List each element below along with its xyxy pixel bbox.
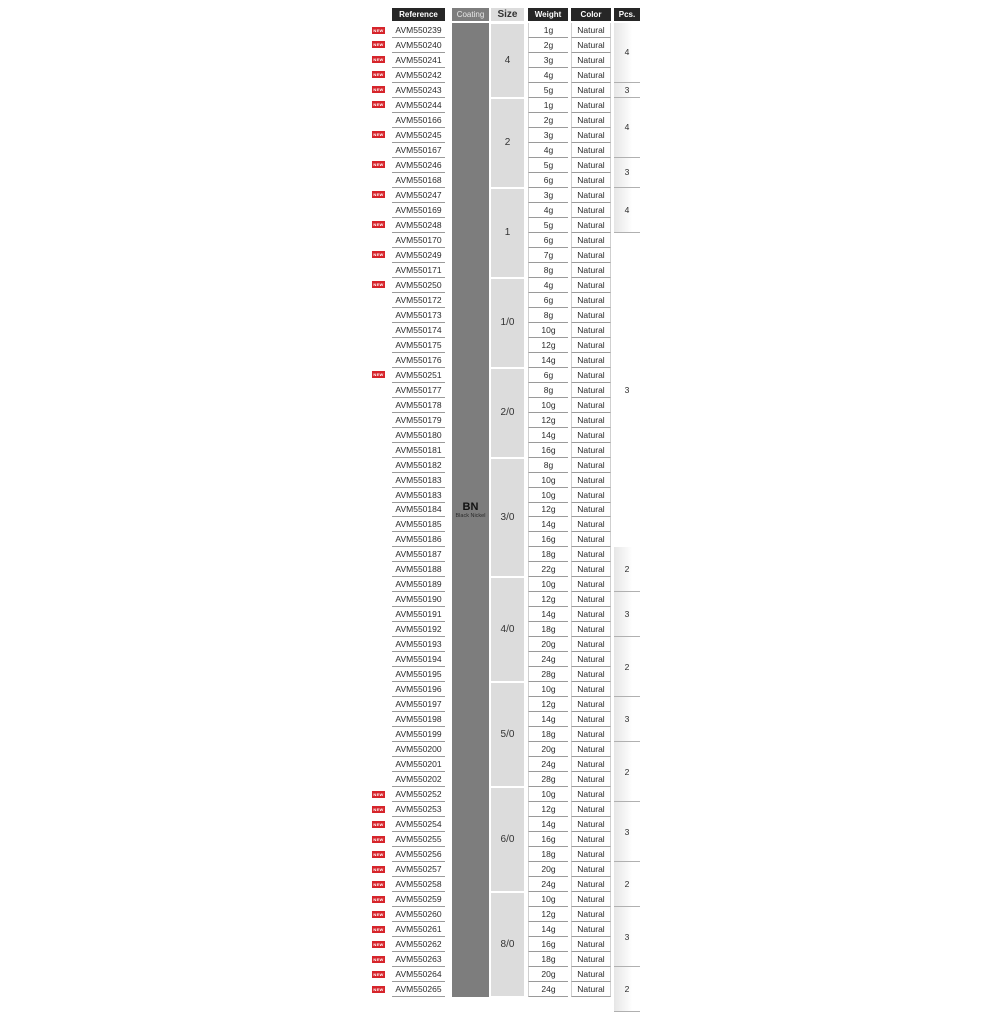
new-badge: NEW — [373, 87, 384, 93]
weight-cell: 3g — [528, 128, 568, 143]
color-cell: Natural — [571, 787, 611, 802]
reference-cell: AVM550258 — [392, 877, 445, 892]
size-cell: 2 — [491, 99, 524, 187]
weight-cell: 16g — [528, 937, 568, 952]
header-color: Color — [571, 8, 611, 21]
color-cell: Natural — [571, 667, 611, 682]
reference-cell: AVM550167 — [392, 143, 445, 158]
weight-cell: 10g — [528, 473, 568, 488]
weight-cell: 16g — [528, 532, 568, 547]
weight-cell: 14g — [528, 817, 568, 832]
color-cell: Natural — [571, 742, 611, 757]
pcs-cell: 2 — [614, 862, 640, 907]
color-cell: Natural — [571, 473, 611, 488]
reference-cell: AVM550200 — [392, 742, 445, 757]
reference-cell: AVM550177 — [392, 383, 445, 398]
pcs-cell: 3 — [614, 802, 640, 862]
new-badge: NEW — [373, 372, 384, 378]
pcs-cell: 2 — [614, 967, 640, 1012]
weight-cell: 4g — [528, 278, 568, 293]
color-cell: Natural — [571, 592, 611, 607]
color-cell: Natural — [571, 248, 611, 263]
reference-cell: AVM550202 — [392, 772, 445, 787]
weight-cell: 12g — [528, 907, 568, 922]
weight-cell: 4g — [528, 68, 568, 83]
weight-cell: 4g — [528, 143, 568, 158]
reference-cell: AVM550193 — [392, 637, 445, 652]
reference-cell: AVM550250 — [392, 278, 445, 293]
new-badge: NEW — [373, 821, 384, 827]
header-pcs: Pcs. — [614, 8, 640, 21]
coating-column — [452, 23, 489, 997]
weight-cell: 10g — [528, 488, 568, 503]
weight-cell: 3g — [528, 188, 568, 203]
color-cell: Natural — [571, 817, 611, 832]
weight-cell: 10g — [528, 398, 568, 413]
reference-cell: AVM550194 — [392, 652, 445, 667]
color-cell: Natural — [571, 413, 611, 428]
reference-cell: AVM550251 — [392, 368, 445, 383]
reference-cell: AVM550188 — [392, 562, 445, 577]
pcs-cell: 2 — [614, 547, 640, 592]
new-badge: NEW — [373, 851, 384, 857]
new-badge: NEW — [373, 956, 384, 962]
header-coating: Coating — [452, 8, 489, 21]
reference-cell: AVM550180 — [392, 428, 445, 443]
size-cell: 8/0 — [491, 893, 524, 996]
new-badge: NEW — [373, 926, 384, 932]
weight-cell: 6g — [528, 293, 568, 308]
new-badge: NEW — [373, 836, 384, 842]
weight-cell: 24g — [528, 652, 568, 667]
weight-cell: 12g — [528, 697, 568, 712]
new-badge: NEW — [373, 911, 384, 917]
reference-cell: AVM550254 — [392, 817, 445, 832]
reference-cell: AVM550243 — [392, 83, 445, 98]
reference-cell: AVM550170 — [392, 233, 445, 248]
reference-cell: AVM550185 — [392, 517, 445, 532]
color-cell: Natural — [571, 308, 611, 323]
reference-cell: AVM550197 — [392, 697, 445, 712]
reference-cell: AVM550253 — [392, 802, 445, 817]
color-cell: Natural — [571, 23, 611, 38]
weight-cell: 18g — [528, 622, 568, 637]
weight-cell: 10g — [528, 787, 568, 802]
reference-cell: AVM550257 — [392, 862, 445, 877]
reference-cell: AVM550184 — [392, 503, 445, 518]
new-badge: NEW — [373, 102, 384, 108]
new-badge: NEW — [373, 222, 384, 228]
reference-cell: AVM550181 — [392, 443, 445, 458]
color-cell: Natural — [571, 398, 611, 413]
color-cell: Natural — [571, 158, 611, 173]
reference-cell: AVM550262 — [392, 937, 445, 952]
header-size: Size — [491, 8, 524, 21]
new-badge: NEW — [373, 986, 384, 992]
weight-cell: 6g — [528, 233, 568, 248]
color-cell: Natural — [571, 892, 611, 907]
pcs-cell: 2 — [614, 637, 640, 697]
reference-cell: AVM550178 — [392, 398, 445, 413]
reference-cell: AVM550199 — [392, 727, 445, 742]
size-cell: 6/0 — [491, 788, 524, 891]
color-cell: Natural — [571, 577, 611, 592]
color-cell: Natural — [571, 368, 611, 383]
pcs-cell: 2 — [614, 742, 640, 802]
color-cell: Natural — [571, 128, 611, 143]
weight-cell: 10g — [528, 323, 568, 338]
new-badge: NEW — [373, 252, 384, 258]
pcs-cell: 4 — [614, 98, 640, 158]
color-cell: Natural — [571, 832, 611, 847]
color-cell: Natural — [571, 263, 611, 278]
reference-cell: AVM550183 — [392, 473, 445, 488]
new-badge: NEW — [373, 866, 384, 872]
weight-cell: 12g — [528, 503, 568, 518]
reference-cell: AVM550187 — [392, 547, 445, 562]
weight-cell: 28g — [528, 772, 568, 787]
color-cell: Natural — [571, 38, 611, 53]
color-cell: Natural — [571, 682, 611, 697]
weight-cell: 12g — [528, 592, 568, 607]
weight-cell: 10g — [528, 682, 568, 697]
color-cell: Natural — [571, 53, 611, 68]
color-cell: Natural — [571, 188, 611, 203]
reference-cell: AVM550196 — [392, 682, 445, 697]
reference-cell: AVM550247 — [392, 188, 445, 203]
weight-cell: 12g — [528, 338, 568, 353]
color-cell: Natural — [571, 937, 611, 952]
new-badge: NEW — [373, 282, 384, 288]
reference-cell: AVM550244 — [392, 98, 445, 113]
reference-cell: AVM550176 — [392, 353, 445, 368]
size-cell: 5/0 — [491, 683, 524, 786]
reference-cell: AVM550172 — [392, 293, 445, 308]
color-cell: Natural — [571, 967, 611, 982]
weight-cell: 20g — [528, 862, 568, 877]
color-cell: Natural — [571, 712, 611, 727]
color-cell: Natural — [571, 907, 611, 922]
color-cell: Natural — [571, 68, 611, 83]
reference-cell: AVM550171 — [392, 263, 445, 278]
reference-cell: AVM550255 — [392, 832, 445, 847]
weight-cell: 7g — [528, 248, 568, 263]
color-cell: Natural — [571, 338, 611, 353]
reference-cell: AVM550241 — [392, 53, 445, 68]
size-cell: 3/0 — [491, 459, 524, 577]
pcs-cell: 4 — [614, 23, 640, 83]
weight-cell: 3g — [528, 53, 568, 68]
size-cell: 1 — [491, 189, 524, 277]
color-cell: Natural — [571, 757, 611, 772]
reference-cell: AVM550256 — [392, 847, 445, 862]
reference-cell: AVM550198 — [392, 712, 445, 727]
weight-cell: 16g — [528, 832, 568, 847]
header-reference: Reference — [392, 8, 445, 21]
color-cell: Natural — [571, 428, 611, 443]
weight-cell: 22g — [528, 562, 568, 577]
reference-cell: AVM550252 — [392, 787, 445, 802]
weight-cell: 12g — [528, 802, 568, 817]
weight-cell: 8g — [528, 263, 568, 278]
color-cell: Natural — [571, 203, 611, 218]
reference-cell: AVM550261 — [392, 922, 445, 937]
color-cell: Natural — [571, 323, 611, 338]
reference-cell: AVM550175 — [392, 338, 445, 353]
reference-cell: AVM550168 — [392, 173, 445, 188]
weight-cell: 8g — [528, 308, 568, 323]
color-cell: Natural — [571, 982, 611, 997]
header-weight: Weight — [528, 8, 568, 21]
weight-cell: 12g — [528, 413, 568, 428]
color-cell: Natural — [571, 922, 611, 937]
color-cell: Natural — [571, 562, 611, 577]
weight-cell: 14g — [528, 517, 568, 532]
reference-cell: AVM550260 — [392, 907, 445, 922]
color-cell: Natural — [571, 503, 611, 518]
coating-code: BN — [462, 501, 479, 513]
weight-cell: 1g — [528, 98, 568, 113]
color-cell: Natural — [571, 697, 611, 712]
pcs-cell: 3 — [624, 385, 630, 396]
new-badge: NEW — [373, 57, 384, 63]
color-cell: Natural — [571, 98, 611, 113]
weight-cell: 14g — [528, 428, 568, 443]
weight-cell: 24g — [528, 982, 568, 997]
reference-cell: AVM550242 — [392, 68, 445, 83]
color-cell: Natural — [571, 952, 611, 967]
reference-cell: AVM550190 — [392, 592, 445, 607]
reference-cell: AVM550173 — [392, 308, 445, 323]
color-cell: Natural — [571, 293, 611, 308]
weight-cell: 14g — [528, 922, 568, 937]
weight-cell: 1g — [528, 23, 568, 38]
color-cell: Natural — [571, 622, 611, 637]
new-badge: NEW — [373, 162, 384, 168]
new-badge: NEW — [373, 192, 384, 198]
weight-cell: 18g — [528, 847, 568, 862]
weight-cell: 8g — [528, 383, 568, 398]
pcs-cell: 3 — [614, 592, 640, 637]
reference-cell: AVM550191 — [392, 607, 445, 622]
color-cell: Natural — [571, 83, 611, 98]
reference-cell: AVM550264 — [392, 967, 445, 982]
weight-cell: 18g — [528, 547, 568, 562]
reference-cell: AVM550179 — [392, 413, 445, 428]
reference-cell: AVM550246 — [392, 158, 445, 173]
new-badge: NEW — [373, 27, 384, 33]
size-cell: 2/0 — [491, 369, 524, 457]
size-cell: 4/0 — [491, 578, 524, 681]
reference-cell: AVM550189 — [392, 577, 445, 592]
weight-cell: 14g — [528, 712, 568, 727]
color-cell: Natural — [571, 218, 611, 233]
weight-cell: 10g — [528, 892, 568, 907]
reference-cell: AVM550259 — [392, 892, 445, 907]
color-cell: Natural — [571, 173, 611, 188]
coating-name: Black Nickel — [455, 513, 486, 519]
reference-cell: AVM550169 — [392, 203, 445, 218]
color-cell: Natural — [571, 637, 611, 652]
reference-cell: AVM550186 — [392, 532, 445, 547]
weight-cell: 24g — [528, 877, 568, 892]
weight-cell: 18g — [528, 952, 568, 967]
weight-cell: 4g — [528, 203, 568, 218]
reference-cell: AVM550182 — [392, 458, 445, 473]
pcs-cell: 4 — [614, 188, 640, 233]
color-cell: Natural — [571, 143, 611, 158]
color-cell: Natural — [571, 547, 611, 562]
color-cell: Natural — [571, 802, 611, 817]
color-cell: Natural — [571, 532, 611, 547]
color-cell: Natural — [571, 727, 611, 742]
size-cell: 4 — [491, 24, 524, 97]
weight-cell: 2g — [528, 38, 568, 53]
color-cell: Natural — [571, 383, 611, 398]
weight-cell: 16g — [528, 443, 568, 458]
color-cell: Natural — [571, 652, 611, 667]
color-cell: Natural — [571, 443, 611, 458]
new-badge: NEW — [373, 72, 384, 78]
pcs-cell: 3 — [614, 158, 640, 188]
weight-cell: 20g — [528, 637, 568, 652]
weight-cell: 10g — [528, 577, 568, 592]
pcs-cell: 3 — [614, 907, 640, 967]
reference-cell: AVM550201 — [392, 757, 445, 772]
color-cell: Natural — [571, 517, 611, 532]
reference-cell: AVM550239 — [392, 23, 445, 38]
reference-cell: AVM550248 — [392, 218, 445, 233]
color-cell: Natural — [571, 113, 611, 128]
color-cell: Natural — [571, 353, 611, 368]
reference-cell: AVM550195 — [392, 667, 445, 682]
reference-cell: AVM550240 — [392, 38, 445, 53]
size-cell: 1/0 — [491, 279, 524, 367]
pcs-cell: 3 — [614, 697, 640, 742]
weight-cell: 5g — [528, 218, 568, 233]
color-cell: Natural — [571, 847, 611, 862]
weight-cell: 28g — [528, 667, 568, 682]
new-badge: NEW — [373, 42, 384, 48]
new-badge: NEW — [373, 896, 384, 902]
weight-cell: 14g — [528, 607, 568, 622]
weight-cell: 8g — [528, 458, 568, 473]
weight-cell: 5g — [528, 158, 568, 173]
reference-cell: AVM550265 — [392, 982, 445, 997]
new-badge: NEW — [373, 881, 384, 887]
new-badge: NEW — [373, 791, 384, 797]
reference-cell: AVM550174 — [392, 323, 445, 338]
weight-cell: 20g — [528, 742, 568, 757]
new-badge: NEW — [373, 941, 384, 947]
reference-cell: AVM550183 — [392, 488, 445, 503]
new-badge: NEW — [373, 132, 384, 138]
color-cell: Natural — [571, 233, 611, 248]
color-cell: Natural — [571, 488, 611, 503]
color-cell: Natural — [571, 862, 611, 877]
weight-cell: 14g — [528, 353, 568, 368]
color-cell: Natural — [571, 458, 611, 473]
weight-cell: 6g — [528, 173, 568, 188]
weight-cell: 18g — [528, 727, 568, 742]
weight-cell: 5g — [528, 83, 568, 98]
reference-cell: AVM550192 — [392, 622, 445, 637]
reference-cell: AVM550249 — [392, 248, 445, 263]
weight-cell: 6g — [528, 368, 568, 383]
color-cell: Natural — [571, 877, 611, 892]
reference-cell: AVM550245 — [392, 128, 445, 143]
weight-cell: 2g — [528, 113, 568, 128]
color-cell: Natural — [571, 772, 611, 787]
new-badge: NEW — [373, 971, 384, 977]
color-cell: Natural — [571, 278, 611, 293]
weight-cell: 20g — [528, 967, 568, 982]
new-badge: NEW — [373, 806, 384, 812]
weight-cell: 24g — [528, 757, 568, 772]
color-cell: Natural — [571, 607, 611, 622]
pcs-cell: 3 — [614, 83, 640, 98]
reference-cell: AVM550166 — [392, 113, 445, 128]
reference-cell: AVM550263 — [392, 952, 445, 967]
